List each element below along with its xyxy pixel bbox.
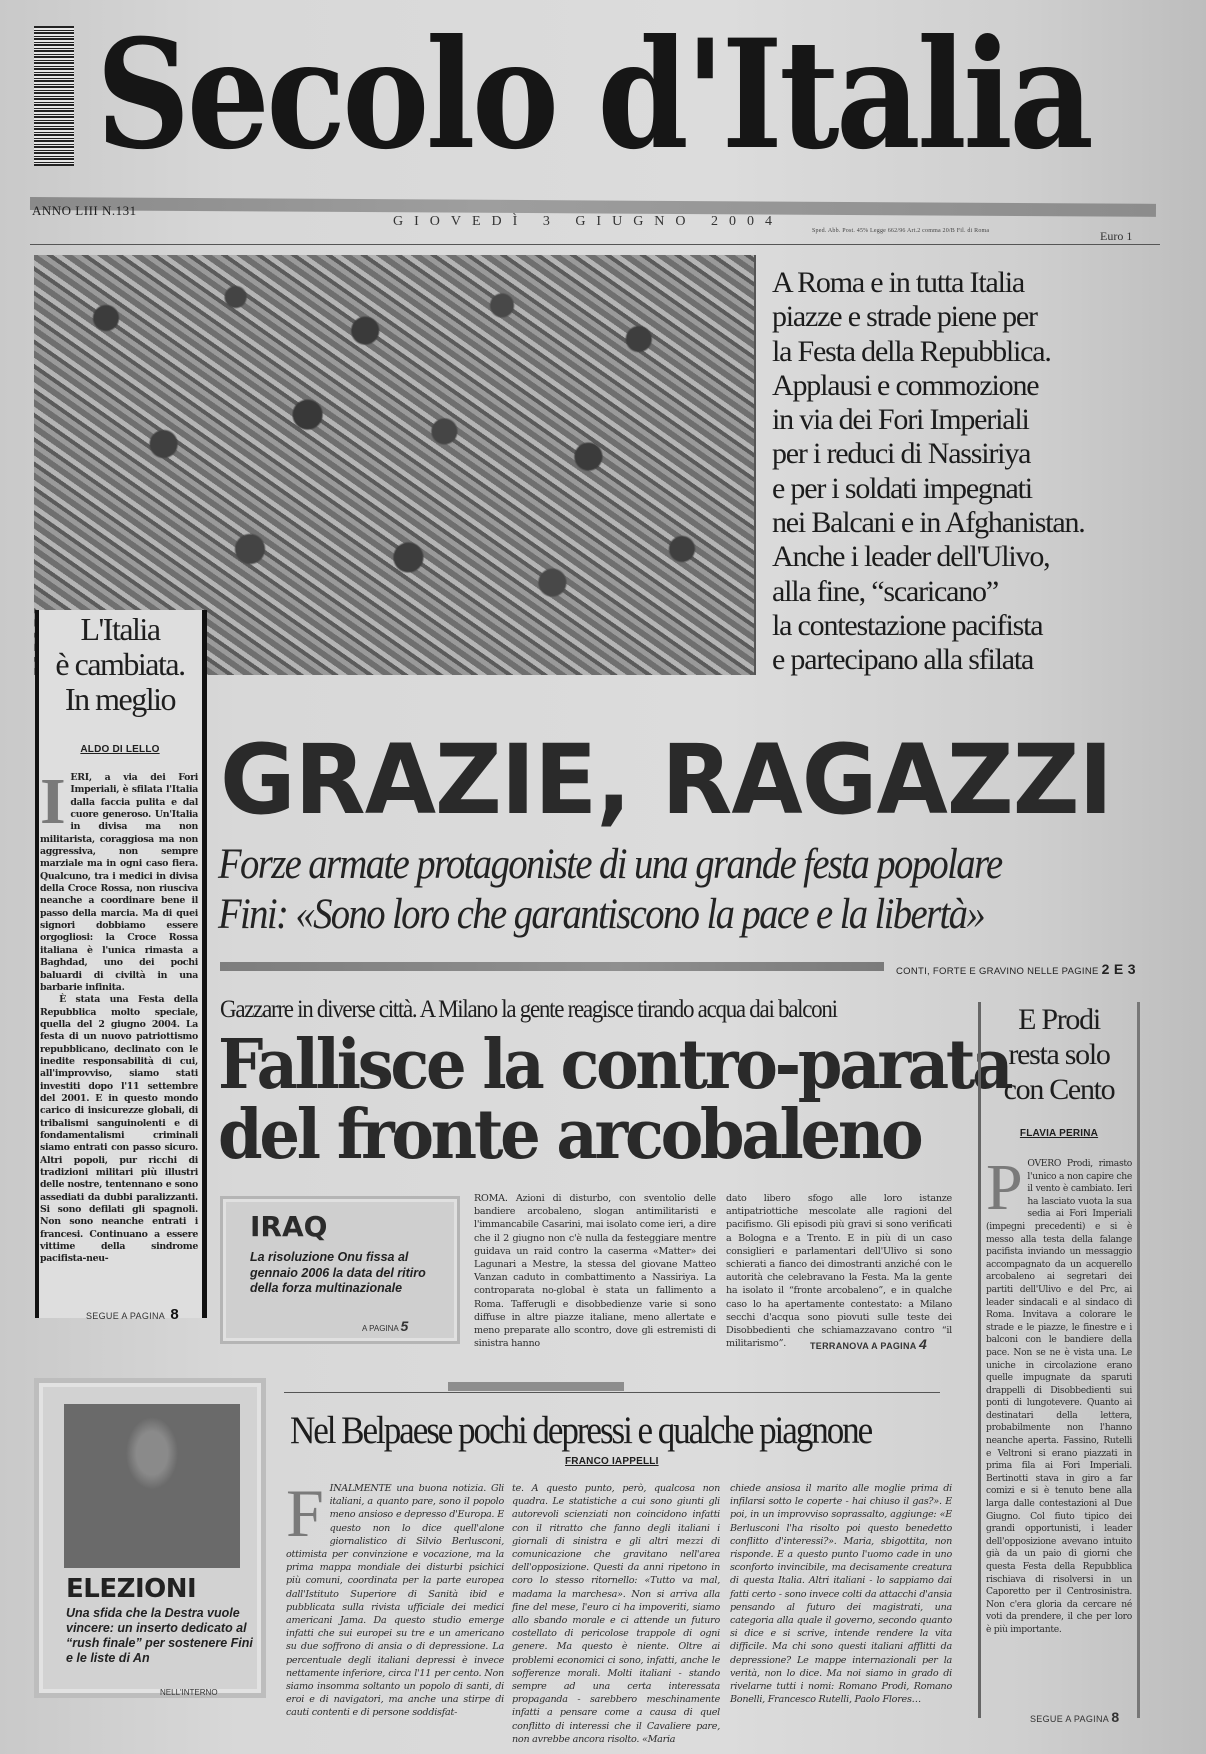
- lead-deck: [772, 266, 1192, 678]
- divider: [284, 1392, 940, 1393]
- deck-line: per i reduci di Nassiriya: [772, 437, 1031, 471]
- prodi-body: [986, 1151, 1132, 1637]
- issue-number: ANNO LIII N.131: [32, 203, 137, 218]
- main-headline: GRAZIE, RAGAZZI: [220, 724, 1112, 836]
- deck-line: nei Balcani e in Afghanistan.: [772, 506, 1085, 540]
- continued-label: SEGUE A PAGINA: [1030, 1714, 1109, 1724]
- editorial-title-line: L'Italia: [80, 611, 160, 647]
- title-line: con Cento: [1003, 1073, 1115, 1106]
- story2-kicker: Gazzarre in diverse città. A Milano la gente reagisce tirando acqua dai balconi: [220, 996, 837, 1023]
- continued-page: 8: [1111, 1709, 1120, 1725]
- editorial-body: [40, 765, 198, 1266]
- editorial-paragraph: ERI, a via dei Fori Imperiali, è sfilata l'Italia dalla faccia pulita e dal cuore generoso. Un'Italia in divisa ma non militarista, coraggiosa ma non aggressiva, non sempre marziale ma in ogni caso fiera. Qualcuno, tra i medici in divisa della Croce Rossa, non riusciva neanche a coordinare bene il passo della marcia. Ma di quei signori dobbiamo essere orgogliosi: la Croce Rossa italiana è l'unica rimasta a Baghdad, uno dei pochi baluardi di civiltà in una barbarie infinita.: [40, 772, 198, 993]
- prodi-paragraph: OVERO Prodi, rimasto l'unico a non capire che il vento è cambiato. Ieri ha lasciato vuota la sua sedia ai Fori Imperiali (impegni precedenti) e si è messo alla testa della falange pacifista inviando un messaggio accompagnato da un acquerello arcobaleno ai segretari dei partiti dell'Ulivo e del Prc, ai leader sindacali e al sindaco di Roma. Invitava a colorare le strade e le piazze, le finestre e i balconi con le bandiere della pace. Non se ne è vista una. Le uniche in circolazione erano quelle impugnate da sparuti drappelli di Disobbedienti sui ponti di lungotevere. Quanto ai destinatari della lettera, probabilmente non l'hanno neanche aperta. Fassino, Rutelli e Veltroni si erano piazzati in prima fila ai Fori Imperiali. Bertinotti stava in giro a far comizi e si è tenuto bene alla larga dalle contestazioni al Due Giugno. Col fiuto tipico dei grandi opportunisti, i leader dell'opposizione avevano intuito già da un paio di giorni che questa Festa della Repubblica rischiava di risolversi in un Caporetto per il Centrosinistra. Non c'era gloria da cercare né voti da prendere, il che per loro è più importante.: [986, 1158, 1132, 1635]
- continued-page: 8: [170, 1306, 180, 1323]
- refer-page: 5: [400, 1318, 409, 1334]
- subheadline-quote: Fini: «Sono loro che garantiscono la pace e la libertà»: [218, 891, 985, 938]
- iraq-title: IRAQ: [250, 1210, 328, 1243]
- editorial-paragraph: È stata una Festa della Repubblica molto speciale, quella del 2 giugno 2004. La festa di un nuovo patriottismo repubblicano, declinato con le inedite responsabilità di cui, all'improvviso, siamo stati investiti dopo l'11 settembre del 2001. E in questo mondo carico di insicurezze globali, di tribalismi sanguinolenti e di fondamentalismi criminali siamo entrati con passo sicuro. Altri popoli, pur ricchi di tradizioni militari più illustri delle nostre, tentennano e sono assediati da dubbi paralizzanti. Si sono defilati gli spagnoli. Non sono neanche entrati i francesi. Continuano a essere vittime della sindrome pacifista-neu-: [40, 994, 198, 1265]
- divider: [30, 244, 1160, 245]
- refer-pages: 2 E 3: [1101, 961, 1136, 977]
- refer-label: TERRANOVA A PAGINA: [810, 1341, 917, 1351]
- story2-headline: [218, 1025, 1011, 1175]
- deck-line: e per i soldati impegnati: [772, 471, 1032, 505]
- refer-label: CONTI, FORTE E GRAVINO NELLE PAGINE: [896, 966, 1099, 977]
- politician-portrait-photo: [64, 1404, 240, 1568]
- price: Euro 1: [1100, 229, 1133, 243]
- subheadline: Forze armate protagoniste di una grande festa popolare: [218, 841, 1002, 888]
- story2-column: ROMA. Azioni di disturbo, con sventolio delle bandiere arcobaleno, slogan antimilitaristi e l'immancabile Casarini, mai isolato come ieri, a dire che il 2 giugno non c'è nulla da festeggiare mentre guidava un raid contro la caserma «Matter» dei Lagunari a Mestre, la stessa del giovane Matteo Vanzan caduto in combattimento a Nassiriya. La controparata no-global è stata un fallimento a Roma. Tafferugli e disobbedienze varie si sono diffuse in altre piazze italiane, meno allertate e meno preparate allo scontro, dove gli estremisti di sinistra hanno: [474, 1193, 716, 1350]
- elezioni-title: ELEZIONI: [66, 1574, 197, 1604]
- deck-line: in via dei Fori Imperiali: [772, 403, 1029, 437]
- prodi-title: [980, 1002, 1138, 1107]
- deck-line: la contestazione pacifista: [772, 608, 1043, 642]
- editorial-title-line: In meglio: [64, 681, 176, 717]
- refer-label: A PAGINA: [362, 1324, 399, 1333]
- editorial-continued[interactable]: [86, 1306, 179, 1323]
- elezioni-text: Una sfida che la Destra vuole vincere: un inserto dedicato al “rush finale” per sostenere Fini e le liste di An: [66, 1606, 253, 1665]
- deck-line: alla fine, “scaricano”: [772, 574, 998, 608]
- prodi-continued[interactable]: [1030, 1709, 1119, 1725]
- dropcap: F: [286, 1475, 324, 1551]
- dropcap: P: [986, 1151, 1023, 1224]
- deck-line: A Roma e in tutta Italia: [772, 266, 1024, 299]
- prodi-byline: FLAVIA PERINA: [1019, 1128, 1099, 1139]
- story3-byline: FRANCO IAPPELLI: [565, 1456, 659, 1467]
- masthead-title: Secolo d'Italia: [96, 7, 1091, 183]
- barcode: [34, 26, 74, 166]
- divider-bar: [220, 962, 884, 971]
- continued-label: SEGUE A PAGINA: [86, 1311, 165, 1321]
- story3-column: chiede ansiosa il marito alle moglie prima di infilarsi sotto le coperte - hai chiuso il gas?». E poi, in un improvviso soprassalto, aggiunge: «E Berlusconi l'ha risolto poi questo benedetto conflitto d'interessi?». Maria, sbigottita, non risponde. E a questo punto l'uomo cade in uno sconforto invincibile, ma decisamente creatura di questa Italia. Altri italiani - lo sappiamo dai fatti certo - sono invece colti da attacchi d'ansia pensando al futuro dei magistrati, una categoria alla quale il governo, secondo quanto si dice e si scrive, intende rendere la vita difficile. Ma chi sono questi italiani afflitti da depressione? Le mappe internazionali per la verità, non lo dice. Ma noi siamo in grado di rivelarne tutti i nomi: Romano Prodi, Romano Bonelli, Francesco Rutelli, Paolo Flores…: [730, 1483, 952, 1706]
- deck-line: e partecipano alla sfilata: [772, 643, 1034, 677]
- story3-column: [286, 1475, 504, 1720]
- iraq-refer[interactable]: [362, 1318, 408, 1334]
- story2-column: dato libero sfogo alle loro istanze antipatriottiche mescolate alle ragioni del pacifismo. Gli episodi più gravi si sono verificati a Bologna e a Trento. E in più di un caso consiglieri e parlamentari dell'Ulivo si sono schierati a fianco dei dimostranti anziché con le autorità che celebravano la Festa. Ma la gente ha isolato il “fronte arcobaleno”, e in qualche caso lo ha apertamente contestato: a Milano secchi d'acqua sono piovuti sulle teste dei Disobbedienti che schiamazzavano contro “il militarismo”.: [726, 1193, 952, 1350]
- postal-notice: Sped. Abb. Post. 45% Legge 662/96 Art.2 comma 20/B Fil. di Roma: [812, 228, 990, 234]
- editorial-byline: ALDO DI LELLO: [80, 744, 160, 755]
- deck-line: Applausi e commozione: [772, 368, 1039, 402]
- story2-refer[interactable]: [810, 1336, 927, 1352]
- title-line: E Prodi: [1018, 1003, 1100, 1036]
- editorial-title-line: è cambiata.: [55, 646, 185, 682]
- dropcap: I: [40, 765, 66, 838]
- story3-column: te. A questo punto, però, qualcosa non quadra. Le statistiche a cui sono giunti gli autorevoli scienziati non coincidono infatti con il ritratto che fanno degli italiani i giornali di sinistra e gli altri mezzi di comunicazione che gravitano nell'area dell'opposizione. Questi da anni ripetono in coro lo stesso ritornello: «Tutto va mal, madama la marchesa». Non si arriva alla fine del mese, l'euro ci ha impoveriti, siamo allo sbando morale e ci attende un futuro costellato di pericolose trappole di ogni genere. Ma questo è niente. Oltre ai problemi economici ci sono, infatti, anche le sofferenze morali. Molti italiani - stando sempre ad una certa interessata propaganda - sarebbero meschinamente infatti a pensare come a causa di quel conflitto di interessi che il Cavaliere pare, non avrebbe ancora risolto. «Maria: [512, 1483, 720, 1745]
- iraq-text: La risoluzione Onu fissa al gennaio 2006 la data del ritiro della forza multinazionale: [250, 1250, 426, 1295]
- refer-page: 4: [919, 1336, 928, 1352]
- title-line: resta solo: [1008, 1038, 1110, 1071]
- deck-line: Anche i leader dell'Ulivo,: [772, 540, 1050, 574]
- headline-line: Fallisce la contro-parata: [218, 1025, 1011, 1105]
- deck-line: la Festa della Repubblica.: [772, 334, 1051, 368]
- divider-bar: [448, 1382, 624, 1391]
- deck-line: piazze e strade piene per: [772, 300, 1037, 334]
- lead-refer[interactable]: [896, 961, 1136, 977]
- story3-headline: Nel Belpaese pochi depressi e qualche piagnone: [290, 1409, 872, 1452]
- story3-paragraph: INALMENTE una buona notizia. Gli italiani, a quanto pare, sono il popolo meno ansioso e depresso d'Europa. E questo non lo dice quell'alone giornalistico di Silvio Berlusconi, ottimista per convinzione e vocazione, ma la prima mappa mondiale dei disturbi psichici più comuni, coordinata per la parte europea dall'Istituto Superiore di Sanità ibid e pubblicata sulla rivista ufficiale dei medici americani Jama. Da questo studio emerge infatti che sui europei su tre e un americano su due soffrono di ansia o di depressione. La percentuale degli italiani depressi è invece nettamente inferiore, circa l'11 per cento. Non siamo insomma soltanto un popolo di santi, di eroi e di navigatori, ma anche una stirpe di cauti contenti e di persone soddisfat-: [286, 1483, 504, 1719]
- headline-line: del fronte arcobaleno: [218, 1095, 921, 1175]
- publication-date: GIOVEDÌ 3 GIUGNO 2004: [393, 214, 784, 229]
- elezioni-refer[interactable]: NELL'INTERNO: [160, 1688, 218, 1697]
- editorial-title: [38, 612, 202, 717]
